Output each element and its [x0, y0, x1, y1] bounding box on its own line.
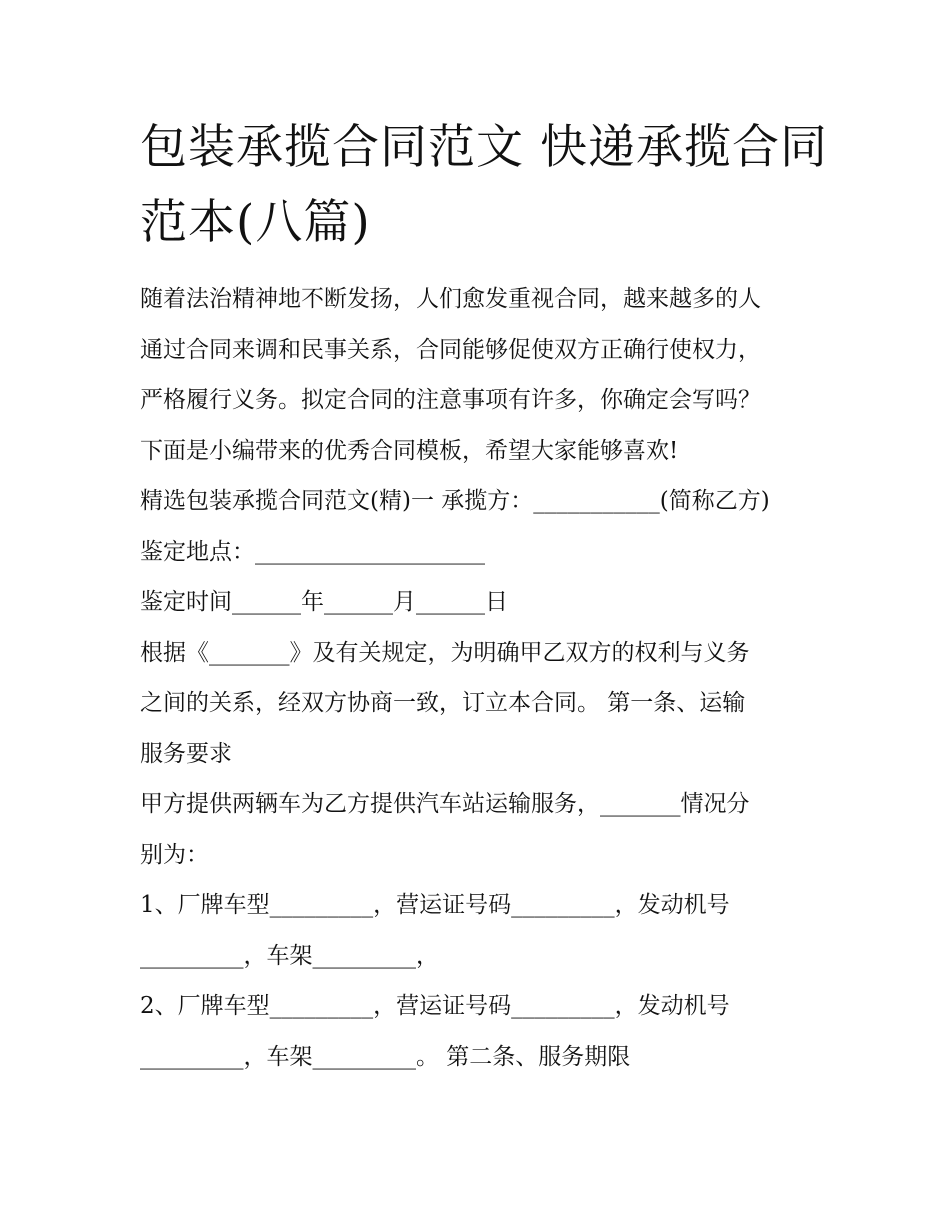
- body-line: 别为：: [140, 841, 209, 868]
- document-title: 包装承揽合同范文 快递承揽合同范本(八篇): [140, 120, 828, 250]
- body-line: _________，车架_________，: [140, 942, 439, 969]
- body-line: 精选包装承揽合同范文(精)一 承揽方：___________(简称乙方): [140, 488, 770, 514]
- body-line: 根据《_______》及有关规定，为明确甲乙双方的权利与义务: [140, 639, 750, 666]
- body-line: 严格履行义务。拟定合同的注意事项有许多，你确定会写吗？: [140, 387, 761, 413]
- body-line: 2、厂牌车型_________，营运证号码_________，发动机号: [140, 993, 730, 1019]
- body-line: 之间的关系，经双方协商一致，订立本合同。 第一条、运输: [140, 690, 746, 716]
- body-line: 甲方提供两辆车为乙方提供汽车站运输服务，_______情况分: [140, 791, 750, 817]
- document-body: [140, 274, 840, 1082]
- body-line: 通过合同来调和民事关系，合同能够促使双方正确行使权力，: [140, 336, 761, 363]
- body-line: 鉴定地点：____________________: [140, 538, 485, 565]
- body-line: 鉴定时间______年______月______日: [140, 589, 508, 615]
- body-line: 1、厂牌车型_________，营运证号码_________，发动机号: [140, 892, 730, 918]
- body-line: 下面是小编带来的优秀合同模板，希望大家能够喜欢!: [140, 437, 679, 464]
- body-line: _________，车架_________。 第二条、服务期限: [140, 1043, 631, 1070]
- body-line: 服务要求: [140, 740, 232, 767]
- body-line: 随着法治精神地不断发扬，人们愈发重视合同，越来越多的人: [140, 286, 761, 312]
